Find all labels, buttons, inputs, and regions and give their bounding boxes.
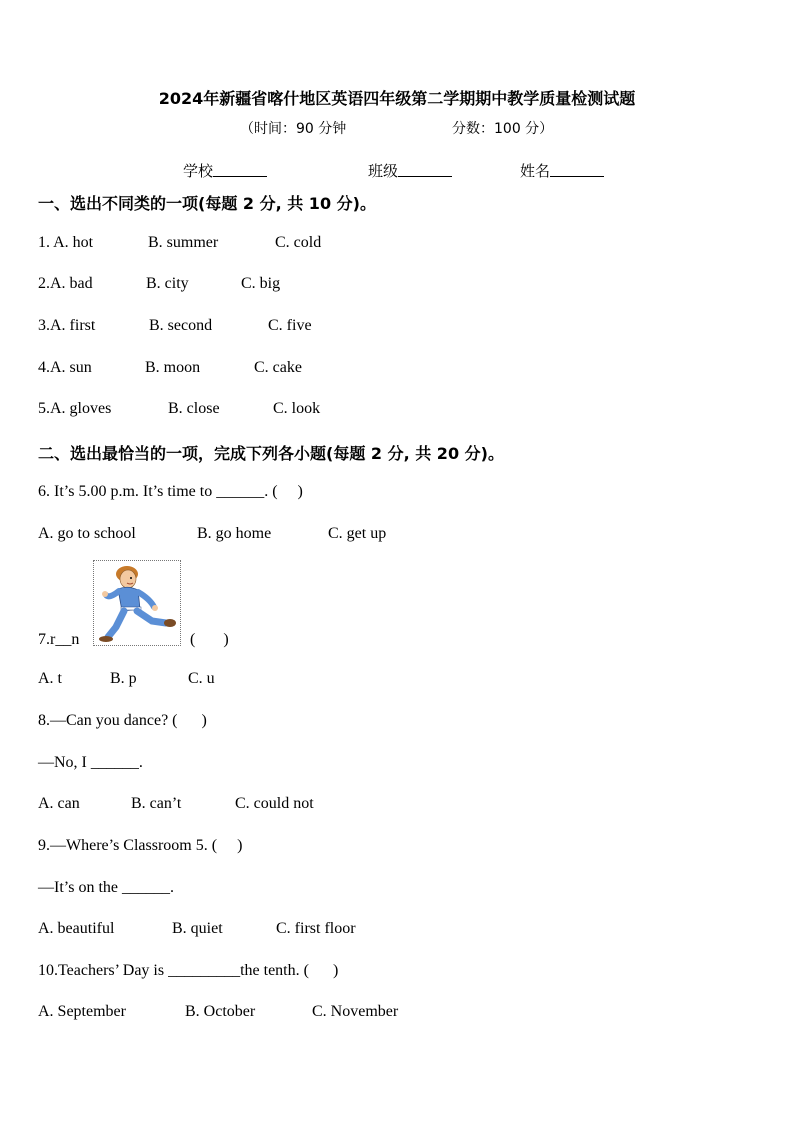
q4-option-a: 4.A. sun [38,359,92,376]
q7-option-c: C. u [188,670,215,687]
school-label: 学校 [183,162,214,180]
q10-option-c: C. November [312,1003,399,1020]
q7-option-a: A. t [38,670,62,687]
exam-time: （时间：90 分钟 [240,121,347,137]
q6-stem: 6. It’s 5.00 p.m. It’s time to ______. ( ) [38,483,303,500]
q9-stem: 9.—Where’s Classroom 5. ( ) [38,837,243,854]
class-blank[interactable] [398,162,452,177]
q9-option-b: B. quiet [172,920,223,937]
running-boy-illustration [93,560,181,646]
q1-option-b: B. summer [148,234,219,251]
running-boy-icon [94,561,180,645]
school-field[interactable] [183,160,267,181]
q6-option-c: C. get up [328,525,387,542]
q5-option-b: B. close [168,400,220,417]
q5-option-c: C. look [273,400,321,417]
q8-option-b: B. can’t [131,795,182,812]
q3-option-a: 3.A. first [38,317,96,334]
q4-option-c: C. cake [254,359,302,376]
q9-option-c: C. first floor [276,920,356,937]
class-label: 班级 [368,162,399,180]
q8-option-c: C. could not [235,795,314,812]
q2-option-a: 2.A. bad [38,275,93,292]
q10-option-b: B. October [185,1003,256,1020]
q2-option-c: C. big [241,275,281,292]
name-field[interactable] [520,160,604,181]
q3-option-b: B. second [149,317,213,334]
name-label: 姓名 [520,162,551,180]
class-field[interactable] [368,160,452,181]
q1-option-c: C. cold [275,234,322,251]
q6-option-b: B. go home [197,525,272,542]
name-blank[interactable] [550,162,604,177]
q8-stem: 8.—Can you dance? ( ) [38,712,207,729]
q9-option-a: A. beautiful [38,920,115,937]
q7-answer-paren[interactable]: ( ) [190,631,229,648]
q8-reply: —No, I ______. [38,754,143,771]
q10-stem: 10.Teachers’ Day is _________the tenth. ( ) [38,962,339,979]
exam-title: 2024年新疆省喀什地区英语四年级第二学期期中教学质量检测试题 [158,89,636,108]
exam-score: 分数：100 分） [452,121,554,137]
q10-option-a: A. September [38,1003,126,1020]
q3-option-c: C. five [268,317,312,334]
q1-option-a: 1. A. hot [38,234,94,251]
q8-option-a: A. can [38,795,80,812]
q4-option-b: B. moon [145,359,201,376]
q9-reply: —It’s on the ______. [38,879,174,896]
q7-option-b: B. p [110,670,137,687]
school-blank[interactable] [213,162,267,177]
section2-heading: 二、选出最恰当的一项，完成下列各小题(每题 2 分, 共 20 分)。 [38,444,504,463]
q7-stem: 7.r__n [38,631,80,648]
q6-option-a: A. go to school [38,525,136,542]
section1-heading: 一、选出不同类的一项(每题 2 分, 共 10 分)。 [38,194,376,213]
q5-option-a: 5.A. gloves [38,400,112,417]
q2-option-b: B. city [146,275,189,292]
